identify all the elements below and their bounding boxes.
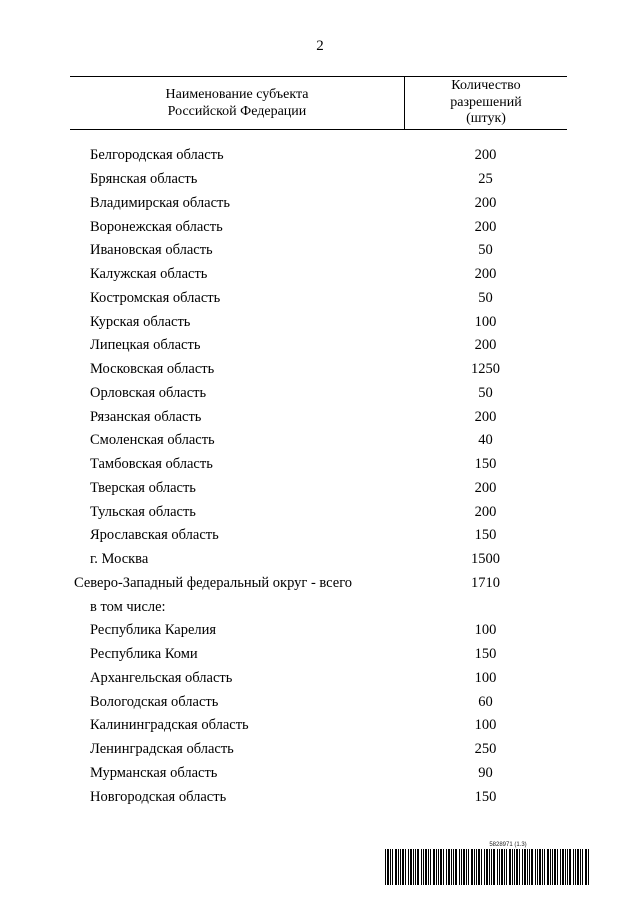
row-subject-name: Республика Карелия bbox=[90, 622, 217, 639]
table-row bbox=[70, 595, 567, 619]
barcode-caption: 5828971 (1.3) bbox=[489, 842, 527, 848]
row-permit-count: 200 bbox=[474, 503, 497, 520]
row-permit-count: 100 bbox=[474, 313, 497, 330]
row-subject-name: Ленинградская область bbox=[90, 741, 234, 758]
table-row bbox=[70, 500, 567, 524]
row-subject-name: Рязанская область bbox=[90, 408, 202, 425]
row-permit-count: 90 bbox=[478, 764, 493, 781]
table-row bbox=[70, 382, 567, 406]
row-subject-name: Ярославская область bbox=[90, 527, 219, 544]
row-permit-count: 100 bbox=[474, 669, 497, 686]
table-row bbox=[70, 762, 567, 786]
row-permit-count: 1710 bbox=[471, 574, 500, 591]
row-subject-name: в том числе: bbox=[90, 598, 166, 615]
table-row bbox=[70, 548, 567, 572]
row-permit-count: 1500 bbox=[471, 551, 500, 568]
table-row bbox=[70, 144, 567, 168]
permits-table bbox=[70, 76, 567, 805]
barcode-icon bbox=[385, 849, 591, 885]
row-subject-name: Калининградская область bbox=[90, 717, 249, 734]
row-subject-name: Смоленская область bbox=[90, 432, 215, 449]
row-subject-name: Владимирская область bbox=[90, 194, 230, 211]
table-row bbox=[70, 453, 567, 477]
row-permit-count: 200 bbox=[474, 479, 497, 496]
table-row bbox=[70, 239, 567, 263]
row-subject-name: Архангельская область bbox=[90, 669, 233, 686]
row-subject-name: Новгородская область bbox=[90, 788, 227, 805]
table-row bbox=[70, 524, 567, 548]
table-row bbox=[70, 643, 567, 667]
row-subject-name: Республика Коми bbox=[90, 646, 198, 663]
row-subject-name: Костромская область bbox=[90, 289, 221, 306]
row-permit-count: 150 bbox=[474, 456, 497, 473]
row-subject-name: Тверская область bbox=[90, 479, 196, 496]
row-subject-name: Липецкая область bbox=[90, 337, 201, 354]
table-row bbox=[70, 168, 567, 192]
row-permit-count: 200 bbox=[474, 194, 497, 211]
table-row bbox=[70, 785, 567, 809]
row-permit-count: 50 bbox=[478, 289, 493, 306]
table-row bbox=[70, 287, 567, 311]
row-permit-count: 150 bbox=[474, 788, 497, 805]
table-row bbox=[70, 619, 567, 643]
table-row bbox=[70, 714, 567, 738]
table-row bbox=[70, 263, 567, 287]
row-permit-count: 200 bbox=[474, 408, 497, 425]
table-row bbox=[70, 667, 567, 691]
row-permit-count: 200 bbox=[474, 218, 497, 235]
document-barcode bbox=[385, 842, 591, 890]
header-subject-name: Наименование субъекта Российской Федерации bbox=[165, 87, 309, 119]
row-permit-count: 150 bbox=[474, 646, 497, 663]
row-subject-name: Белгородская область bbox=[90, 147, 224, 164]
row-permit-count: 200 bbox=[474, 147, 497, 164]
table-row bbox=[70, 310, 567, 334]
row-subject-name: г. Москва bbox=[90, 551, 149, 568]
row-subject-name: Северо-Западный федеральный округ - всего bbox=[74, 574, 353, 591]
table-row bbox=[70, 405, 567, 429]
table-row bbox=[70, 358, 567, 382]
row-permit-count: 50 bbox=[478, 242, 493, 259]
row-permit-count: 100 bbox=[474, 622, 497, 639]
table-body bbox=[70, 144, 567, 809]
row-permit-count: 25 bbox=[478, 171, 493, 188]
row-subject-name: Брянская область bbox=[90, 171, 198, 188]
row-permit-count: 100 bbox=[474, 717, 497, 734]
row-permit-count: 60 bbox=[478, 693, 493, 710]
row-subject-name: Орловская область bbox=[90, 384, 207, 401]
table-row bbox=[70, 477, 567, 501]
header-permit-count: Количество разрешений (штук) bbox=[404, 77, 567, 129]
row-permit-count: 200 bbox=[474, 337, 497, 354]
row-subject-name: Воронежская область bbox=[90, 218, 223, 235]
row-subject-name: Курская область bbox=[90, 313, 191, 330]
table-row bbox=[70, 215, 567, 239]
table-row bbox=[70, 192, 567, 216]
row-permit-count: 250 bbox=[474, 741, 497, 758]
table-row bbox=[70, 690, 567, 714]
row-subject-name: Ивановская область bbox=[90, 242, 213, 259]
row-subject-name: Вологодская область bbox=[90, 693, 219, 710]
row-permit-count: 150 bbox=[474, 527, 497, 544]
table-row-total bbox=[70, 572, 567, 596]
row-permit-count: 40 bbox=[478, 432, 493, 449]
page-number: 2 bbox=[316, 38, 324, 54]
row-subject-name: Тульская область bbox=[90, 503, 196, 520]
row-permit-count: 200 bbox=[474, 266, 497, 283]
row-subject-name: Мурманская область bbox=[90, 764, 218, 781]
row-permit-count: 1250 bbox=[471, 361, 500, 378]
row-subject-name: Тамбовская область bbox=[90, 456, 213, 473]
table-row bbox=[70, 738, 567, 762]
row-subject-name: Калужская область bbox=[90, 266, 208, 283]
table-row bbox=[70, 334, 567, 358]
table-header bbox=[70, 76, 567, 130]
row-permit-count: 50 bbox=[478, 384, 493, 401]
table-row bbox=[70, 429, 567, 453]
row-subject-name: Московская область bbox=[90, 361, 215, 378]
